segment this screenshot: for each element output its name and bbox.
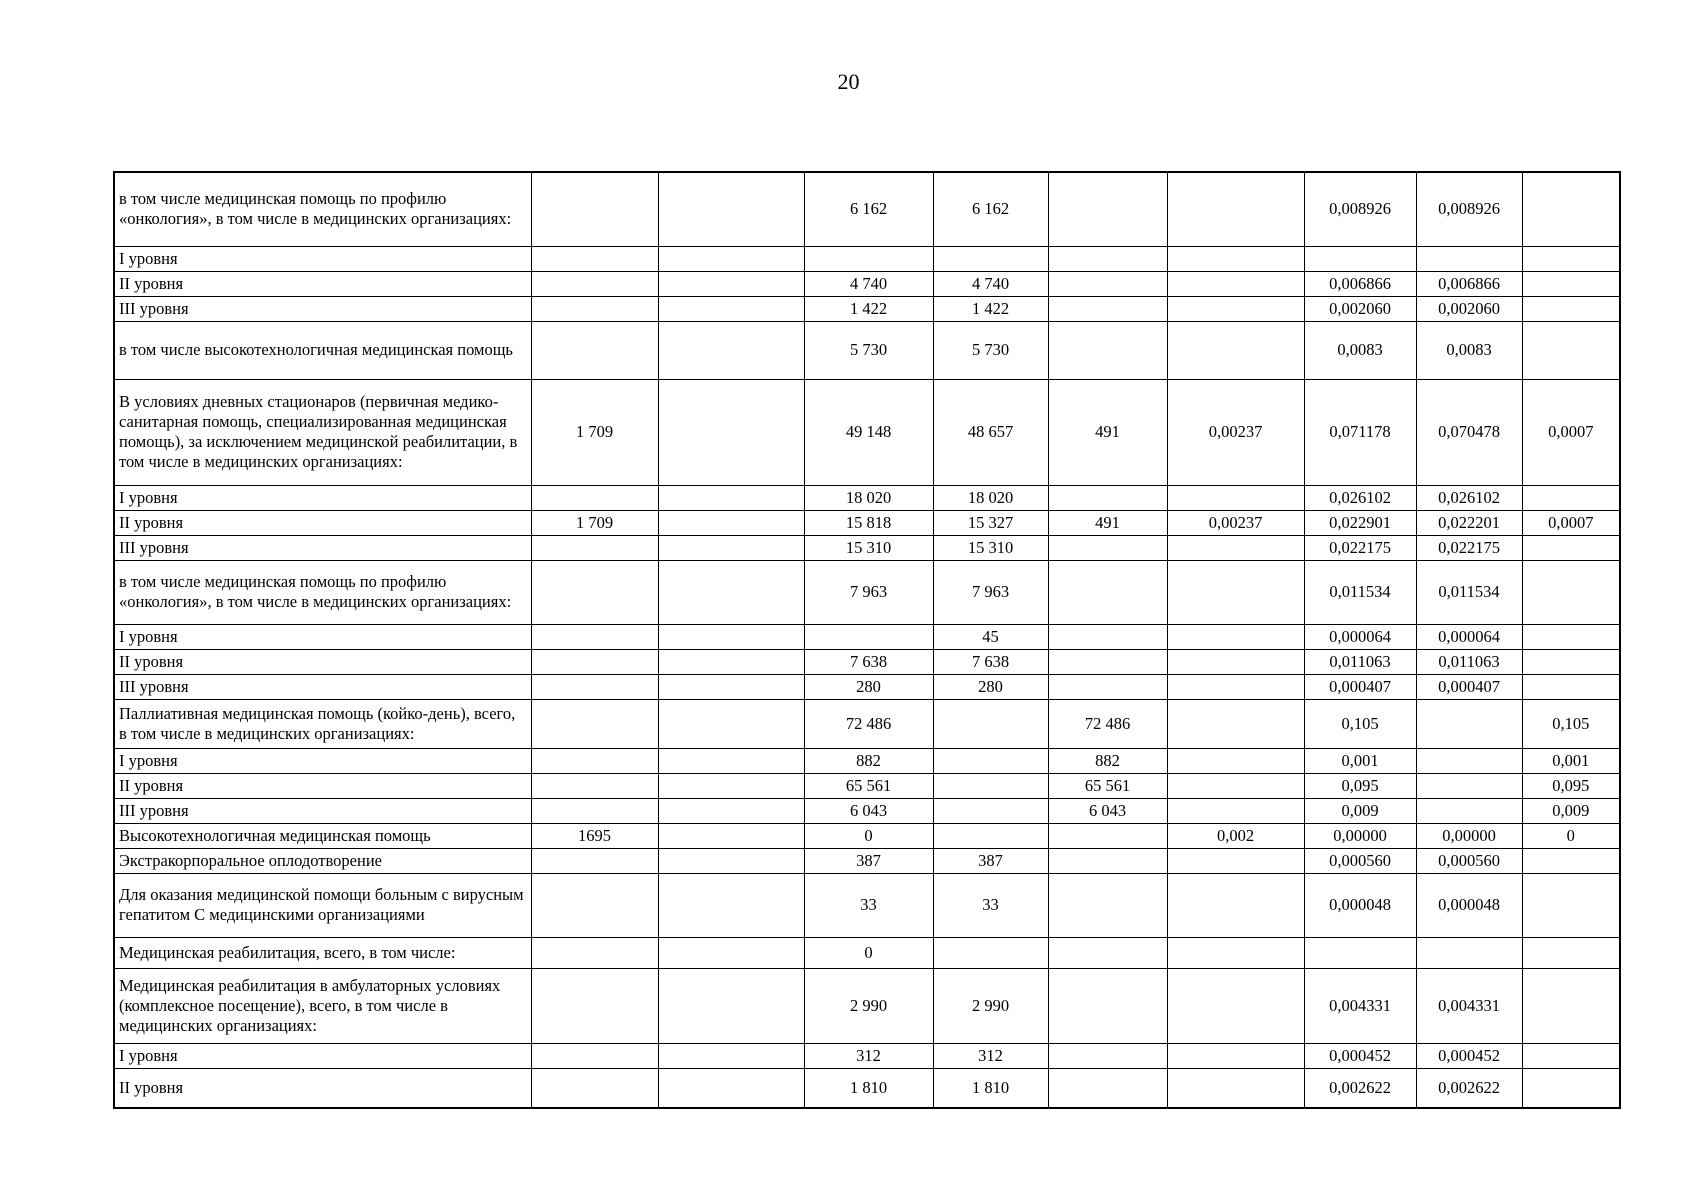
value-cell: 0,006866 [1304, 271, 1416, 296]
value-cell [658, 823, 804, 848]
value-cell [1167, 296, 1304, 321]
value-cell [933, 246, 1048, 271]
value-cell [933, 798, 1048, 823]
value-cell [531, 773, 658, 798]
value-cell: 72 486 [804, 699, 933, 748]
row-label-cell: II уровня [114, 1068, 531, 1108]
value-cell: 7 963 [933, 560, 1048, 624]
value-cell: 0,000452 [1304, 1043, 1416, 1068]
data-table [113, 171, 1621, 1109]
value-cell: 0,002060 [1416, 296, 1522, 321]
value-cell [804, 246, 933, 271]
value-cell [1167, 1043, 1304, 1068]
value-cell [658, 798, 804, 823]
value-cell: 0,022175 [1304, 535, 1416, 560]
value-cell [1416, 699, 1522, 748]
row-label-cell: в том числе медицинская помощь по профилю «онкология», в том числе в медицинских организациях: [114, 172, 531, 246]
value-cell [1522, 674, 1620, 699]
value-cell [531, 535, 658, 560]
value-cell: 0,011063 [1416, 649, 1522, 674]
value-cell [1416, 246, 1522, 271]
value-cell: 33 [804, 873, 933, 937]
row-label-cell: II уровня [114, 649, 531, 674]
value-cell [1522, 535, 1620, 560]
value-cell: 5 730 [804, 321, 933, 379]
value-cell: 49 148 [804, 379, 933, 485]
value-cell [531, 1043, 658, 1068]
value-cell [658, 535, 804, 560]
value-cell: 0,000048 [1304, 873, 1416, 937]
value-cell [531, 968, 658, 1043]
value-cell [933, 773, 1048, 798]
table-row [114, 172, 1620, 246]
value-cell: 0,071178 [1304, 379, 1416, 485]
value-cell: 1 709 [531, 379, 658, 485]
value-cell [1048, 271, 1167, 296]
value-cell: 0,105 [1304, 699, 1416, 748]
row-label-cell: I уровня [114, 624, 531, 649]
value-cell [1416, 937, 1522, 968]
value-cell [658, 1043, 804, 1068]
value-cell [1167, 271, 1304, 296]
value-cell: 1 709 [531, 510, 658, 535]
value-cell [1167, 246, 1304, 271]
table-body [114, 172, 1620, 1108]
value-cell [1522, 937, 1620, 968]
table-row [114, 271, 1620, 296]
value-cell: 0,000407 [1416, 674, 1522, 699]
table-row [114, 560, 1620, 624]
value-cell: 0,105 [1522, 699, 1620, 748]
value-cell [1304, 246, 1416, 271]
value-cell [1048, 1068, 1167, 1108]
value-cell [1522, 649, 1620, 674]
value-cell [658, 560, 804, 624]
value-cell [1167, 968, 1304, 1043]
value-cell: 0,002060 [1304, 296, 1416, 321]
value-cell: 65 561 [804, 773, 933, 798]
row-label-cell: в том числе медицинская помощь по профилю «онкология», в том числе в медицинских организациях: [114, 560, 531, 624]
value-cell: 0,0083 [1416, 321, 1522, 379]
value-cell [1416, 748, 1522, 773]
table-row [114, 823, 1620, 848]
table-row [114, 968, 1620, 1043]
value-cell: 0,000048 [1416, 873, 1522, 937]
value-cell [531, 699, 658, 748]
value-cell [658, 172, 804, 246]
value-cell: 6 043 [804, 798, 933, 823]
value-cell [531, 321, 658, 379]
value-cell [658, 968, 804, 1043]
value-cell [1522, 873, 1620, 937]
value-cell: 0,0007 [1522, 379, 1620, 485]
value-cell: 0,070478 [1416, 379, 1522, 485]
value-cell [658, 379, 804, 485]
value-cell [531, 873, 658, 937]
value-cell [1167, 172, 1304, 246]
value-cell [933, 937, 1048, 968]
value-cell [1167, 649, 1304, 674]
value-cell [1522, 296, 1620, 321]
value-cell [658, 674, 804, 699]
value-cell [658, 873, 804, 937]
value-cell: 4 740 [933, 271, 1048, 296]
value-cell [531, 246, 658, 271]
value-cell: 312 [804, 1043, 933, 1068]
value-cell: 0,026102 [1416, 485, 1522, 510]
value-cell [658, 246, 804, 271]
value-cell [1167, 674, 1304, 699]
table-row [114, 379, 1620, 485]
value-cell [658, 296, 804, 321]
value-cell [933, 823, 1048, 848]
value-cell: 0,001 [1304, 748, 1416, 773]
value-cell [1167, 699, 1304, 748]
value-cell: 15 327 [933, 510, 1048, 535]
value-cell [1048, 968, 1167, 1043]
row-label-cell: III уровня [114, 798, 531, 823]
value-cell: 0,000452 [1416, 1043, 1522, 1068]
row-label-cell: I уровня [114, 1043, 531, 1068]
row-label-cell: II уровня [114, 510, 531, 535]
value-cell [658, 699, 804, 748]
value-cell: 0,022201 [1416, 510, 1522, 535]
table-row [114, 535, 1620, 560]
value-cell [1167, 773, 1304, 798]
value-cell: 1 422 [933, 296, 1048, 321]
value-cell [1167, 535, 1304, 560]
value-cell [1048, 649, 1167, 674]
value-cell [531, 798, 658, 823]
value-cell [1167, 848, 1304, 873]
value-cell: 65 561 [1048, 773, 1167, 798]
value-cell: 4 740 [804, 271, 933, 296]
row-label-cell: II уровня [114, 271, 531, 296]
row-label-cell: II уровня [114, 773, 531, 798]
table-row [114, 937, 1620, 968]
value-cell: 0,0007 [1522, 510, 1620, 535]
value-cell: 0,009 [1304, 798, 1416, 823]
value-cell: 0,004331 [1416, 968, 1522, 1043]
table-row [114, 798, 1620, 823]
value-cell [1167, 937, 1304, 968]
value-cell: 0,002 [1167, 823, 1304, 848]
value-cell: 0,000560 [1304, 848, 1416, 873]
value-cell [658, 321, 804, 379]
value-cell [658, 510, 804, 535]
value-cell [1522, 1068, 1620, 1108]
row-label-cell: Высокотехнологичная медицинская помощь [114, 823, 531, 848]
value-cell [1522, 624, 1620, 649]
value-cell: 0,004331 [1304, 968, 1416, 1043]
value-cell: 1 422 [804, 296, 933, 321]
value-cell [1048, 848, 1167, 873]
value-cell: 387 [804, 848, 933, 873]
row-label-cell: Медицинская реабилитация, всего, в том числе: [114, 937, 531, 968]
value-cell: 0 [804, 823, 933, 848]
value-cell: 0,011063 [1304, 649, 1416, 674]
value-cell [1048, 1043, 1167, 1068]
value-cell [531, 296, 658, 321]
value-cell: 6 043 [1048, 798, 1167, 823]
value-cell [1522, 172, 1620, 246]
value-cell [658, 485, 804, 510]
value-cell [1048, 296, 1167, 321]
value-cell [1048, 823, 1167, 848]
value-cell [1167, 485, 1304, 510]
value-cell: 0,006866 [1416, 271, 1522, 296]
value-cell [658, 937, 804, 968]
value-cell [658, 773, 804, 798]
value-cell [658, 1068, 804, 1108]
value-cell: 18 020 [804, 485, 933, 510]
value-cell [531, 674, 658, 699]
value-cell: 0,001 [1522, 748, 1620, 773]
value-cell [531, 485, 658, 510]
value-cell: 7 638 [804, 649, 933, 674]
table-row [114, 296, 1620, 321]
value-cell: 0,00000 [1416, 823, 1522, 848]
value-cell [1167, 1068, 1304, 1108]
value-cell [1048, 246, 1167, 271]
value-cell: 0,000407 [1304, 674, 1416, 699]
value-cell: 0,026102 [1304, 485, 1416, 510]
value-cell: 0,002622 [1304, 1068, 1416, 1108]
table-row [114, 748, 1620, 773]
value-cell [1416, 798, 1522, 823]
value-cell: 0,000064 [1304, 624, 1416, 649]
value-cell [1522, 1043, 1620, 1068]
value-cell: 280 [933, 674, 1048, 699]
value-cell: 45 [933, 624, 1048, 649]
value-cell: 0,011534 [1304, 560, 1416, 624]
value-cell [1522, 321, 1620, 379]
value-cell: 312 [933, 1043, 1048, 1068]
row-label-cell: Медицинская реабилитация в амбулаторных условиях (комплексное посещение), всего, в том числе в медицинских организациях: [114, 968, 531, 1043]
value-cell: 0,00000 [1304, 823, 1416, 848]
value-cell [1167, 873, 1304, 937]
value-cell [531, 848, 658, 873]
value-cell: 7 638 [933, 649, 1048, 674]
value-cell: 1 810 [804, 1068, 933, 1108]
value-cell [1167, 624, 1304, 649]
value-cell [531, 624, 658, 649]
value-cell [531, 937, 658, 968]
value-cell: 72 486 [1048, 699, 1167, 748]
value-cell: 491 [1048, 379, 1167, 485]
row-label-cell: I уровня [114, 246, 531, 271]
value-cell [933, 748, 1048, 773]
value-cell [1522, 560, 1620, 624]
value-cell [1048, 937, 1167, 968]
table-row [114, 649, 1620, 674]
value-cell [531, 560, 658, 624]
value-cell: 0,011534 [1416, 560, 1522, 624]
value-cell: 33 [933, 873, 1048, 937]
value-cell [1048, 873, 1167, 937]
value-cell: 48 657 [933, 379, 1048, 485]
value-cell: 0,008926 [1304, 172, 1416, 246]
value-cell: 1695 [531, 823, 658, 848]
value-cell [531, 748, 658, 773]
row-label-cell: III уровня [114, 674, 531, 699]
value-cell: 0,002622 [1416, 1068, 1522, 1108]
value-cell: 15 310 [933, 535, 1048, 560]
value-cell: 882 [804, 748, 933, 773]
page-number: 20 [837, 69, 860, 94]
value-cell: 0 [804, 937, 933, 968]
table-row [114, 699, 1620, 748]
value-cell: 0,095 [1304, 773, 1416, 798]
value-cell: 2 990 [933, 968, 1048, 1043]
value-cell: 6 162 [933, 172, 1048, 246]
table-row [114, 624, 1620, 649]
table-row [114, 1043, 1620, 1068]
value-cell [1167, 748, 1304, 773]
value-cell [1167, 560, 1304, 624]
value-cell: 0 [1522, 823, 1620, 848]
value-cell [1522, 968, 1620, 1043]
row-label-cell: I уровня [114, 485, 531, 510]
value-cell: 0,008926 [1416, 172, 1522, 246]
value-cell: 18 020 [933, 485, 1048, 510]
value-cell: 15 310 [804, 535, 933, 560]
value-cell [804, 624, 933, 649]
value-cell [658, 271, 804, 296]
value-cell [1522, 848, 1620, 873]
value-cell [1048, 172, 1167, 246]
value-cell [1048, 485, 1167, 510]
value-cell: 0,00237 [1167, 510, 1304, 535]
value-cell [1522, 485, 1620, 510]
value-cell [1304, 937, 1416, 968]
value-cell [933, 699, 1048, 748]
value-cell: 0,009 [1522, 798, 1620, 823]
value-cell: 387 [933, 848, 1048, 873]
value-cell: 0,0083 [1304, 321, 1416, 379]
value-cell [658, 848, 804, 873]
value-cell [531, 649, 658, 674]
table-row [114, 246, 1620, 271]
row-label-cell: В условиях дневных стационаров (первичная медико-санитарная помощь, специализированная медицинская помощь), за исключением медицинской реабилитации, в том числе в медицинских организациях: [114, 379, 531, 485]
value-cell: 0,022901 [1304, 510, 1416, 535]
table-row [114, 321, 1620, 379]
value-cell: 491 [1048, 510, 1167, 535]
value-cell: 7 963 [804, 560, 933, 624]
value-cell: 15 818 [804, 510, 933, 535]
value-cell [531, 1068, 658, 1108]
value-cell [531, 271, 658, 296]
value-cell [1048, 535, 1167, 560]
value-cell [1522, 271, 1620, 296]
value-cell: 0,000064 [1416, 624, 1522, 649]
value-cell [531, 172, 658, 246]
value-cell [658, 624, 804, 649]
value-cell: 5 730 [933, 321, 1048, 379]
value-cell [658, 649, 804, 674]
row-label-cell: Для оказания медицинской помощи больным с вирусным гепатитом С медицинскими организациями [114, 873, 531, 937]
value-cell [1048, 321, 1167, 379]
value-cell: 0,000560 [1416, 848, 1522, 873]
value-cell: 2 990 [804, 968, 933, 1043]
value-cell: 882 [1048, 748, 1167, 773]
value-cell: 1 810 [933, 1068, 1048, 1108]
table-row [114, 510, 1620, 535]
value-cell [1416, 773, 1522, 798]
row-label-cell: III уровня [114, 535, 531, 560]
row-label-cell: Паллиативная медицинская помощь (койко-день), всего, в том числе в медицинских организациях: [114, 699, 531, 748]
value-cell [1167, 798, 1304, 823]
value-cell [658, 748, 804, 773]
table-row [114, 773, 1620, 798]
table-row [114, 873, 1620, 937]
row-label-cell: I уровня [114, 748, 531, 773]
value-cell [1048, 560, 1167, 624]
value-cell: 6 162 [804, 172, 933, 246]
table-row [114, 848, 1620, 873]
value-cell [1048, 674, 1167, 699]
value-cell: 0,00237 [1167, 379, 1304, 485]
value-cell: 0,022175 [1416, 535, 1522, 560]
value-cell [1167, 321, 1304, 379]
value-cell: 0,095 [1522, 773, 1620, 798]
value-cell [1522, 246, 1620, 271]
table-row [114, 674, 1620, 699]
value-cell: 280 [804, 674, 933, 699]
row-label-cell: Экстракорпоральное оплодотворение [114, 848, 531, 873]
value-cell [1048, 624, 1167, 649]
table-row [114, 485, 1620, 510]
table-row [114, 1068, 1620, 1108]
row-label-cell: III уровня [114, 296, 531, 321]
row-label-cell: в том числе высокотехнологичная медицинская помощь [114, 321, 531, 379]
